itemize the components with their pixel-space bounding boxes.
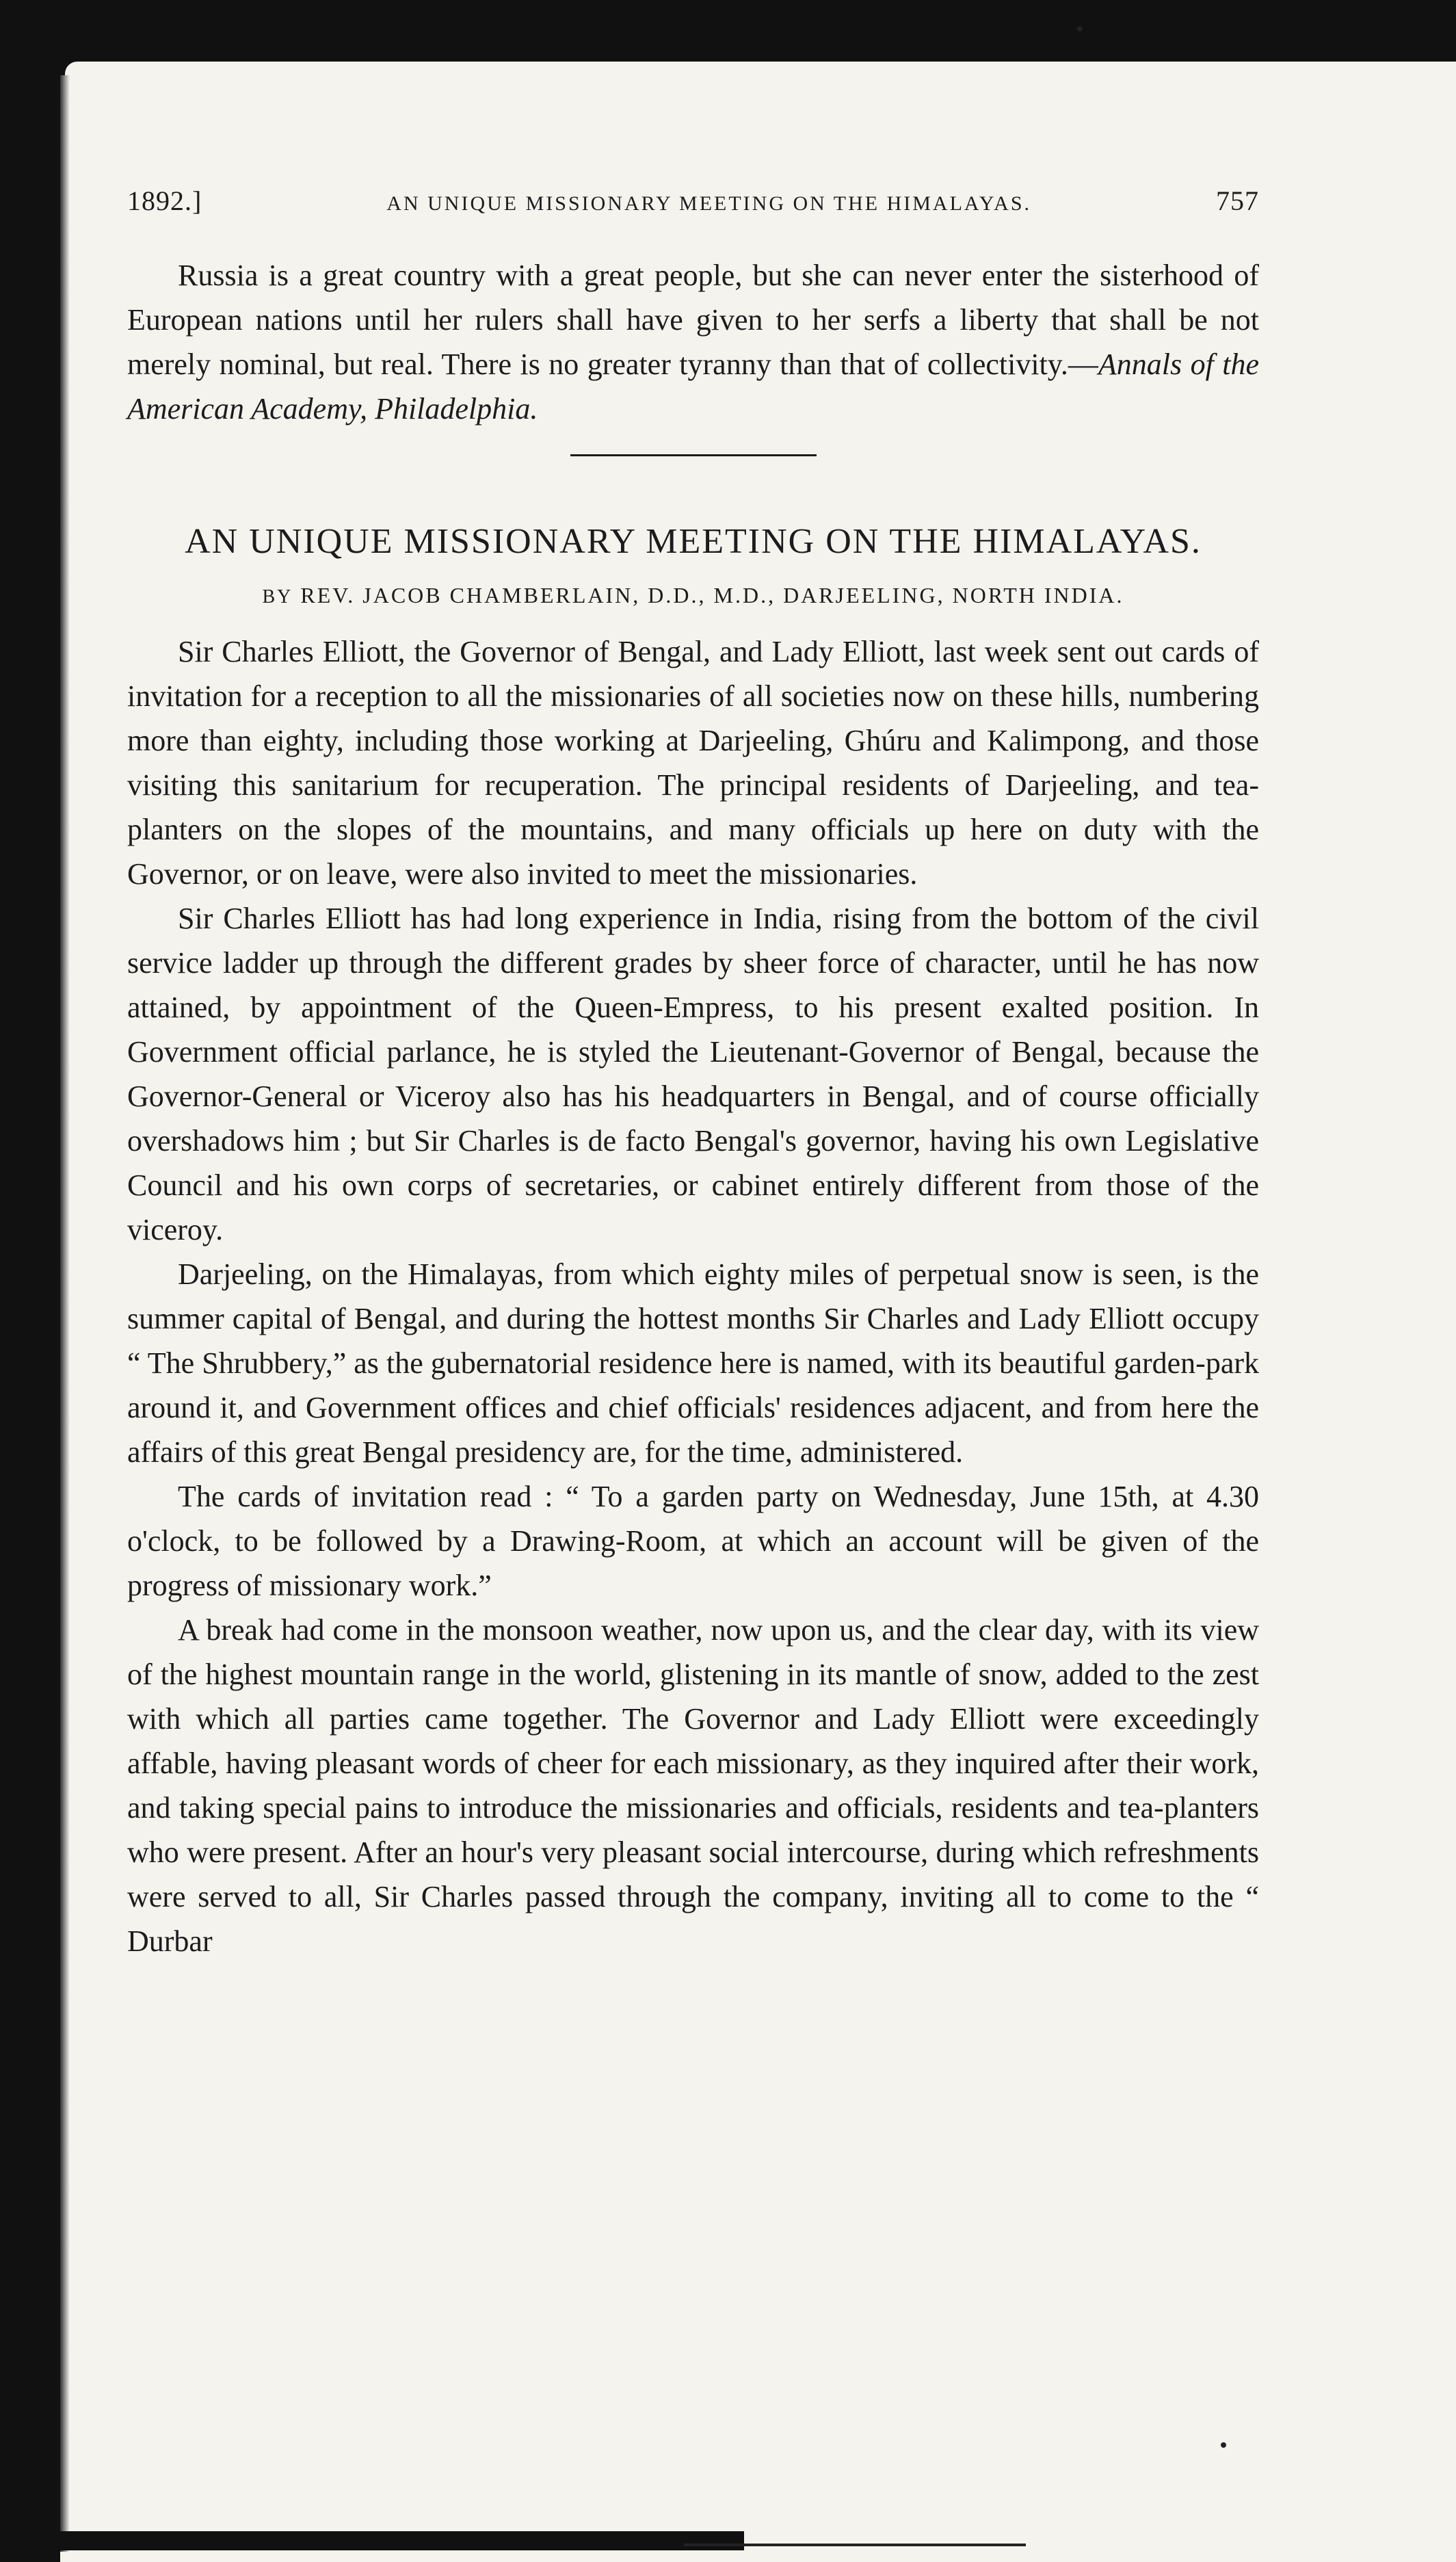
scan-speck: [1221, 2442, 1226, 2448]
intro-paragraph: [127, 253, 1259, 431]
intro-text: Russia is a great country with a great people, but she can never enter the sisterhood of European nations until her rulers shall have given to her serfs a liberty that shall be not merely nominal, but real. There is no greater tyranny than that of collectivity.—: [127, 259, 1259, 381]
scan-border-bottom-tail: [684, 2544, 1026, 2546]
article-paragraph: The cards of invitation read : “ To a garden party on Wednesday, June 15th, at 4.30 o'clock, to be followed by a Drawing-Room, at which an account will be given of the progress of missionary work.”: [127, 1480, 1259, 1602]
running-head-title: AN UNIQUE MISSIONARY MEETING ON THE HIMALAYAS.: [386, 192, 1032, 215]
scan-shadow-left: [60, 75, 70, 2552]
byline-author: REV. JACOB CHAMBERLAIN, D.D., M.D., DARJEELING, NORTH INDIA.: [300, 583, 1124, 607]
article-paragraph: Sir Charles Elliott has had long experience in India, rising from the bottom of the civil service ladder up through the different grades by sheer force of character, until he has now attained, by appointment of the Queen-Empress, to his present exalted position. In Government official parlance, he is styled the Lieutenant-Governor of Bengal, because the Governor-General or Viceroy also has his headquarters in Bengal, and of course officially overshadows him ; but Sir Charles is de facto Bengal's governor, having his own Legislative Council and his own corps of secretaries, or cabinet entirely different from those of the viceroy.: [127, 902, 1259, 1246]
byline-prefix: BY: [262, 586, 293, 607]
byline: [127, 578, 1259, 614]
article-paragraph: Sir Charles Elliott, the Governor of Bengal, and Lady Elliott, last week sent out cards of invitation for a reception to all the missionaries of all societies now on these hills, numbering more than eighty, including those working at Darjeeling, Ghúru and Kalimpong, and those visiting this sanitarium for recuperation. The principal residents of Darjeeling, and tea-planters on the slopes of the mountains, and many officials up here on duty with the Governor, or on leave, were also invited to meet the missionaries.: [127, 635, 1259, 891]
scan-border-bottom: [60, 2531, 744, 2550]
section-divider: [570, 454, 817, 456]
article-paragraph: A break had come in the monsoon weather, now upon us, and the clear day, with its view of the highest mountain range in the world, glistening in its mantle of snow, added to the zest with which all parties came together. The Governor and Lady Elliott were exceedingly affable, having pleasant words of cheer for each missionary, as they inquired after their work, and taking special pains to introduce the missionaries and officials, residents and tea-planters who were present. After an hour's very pleasant social intercourse, during which refreshments were served to all, Sir Charles passed through the company, inviting all to come to the “ Durbar: [127, 1613, 1259, 1958]
article-title: AN UNIQUE MISSIONARY MEETING ON THE HIMALAYAS.: [185, 522, 1202, 561]
scan-border-top-inner: [65, 62, 1456, 89]
scan-speck: [1077, 26, 1083, 31]
intro-attribution: Annals of the American Academy, Philadelphia.: [127, 348, 1260, 426]
running-head-year: 1892.]: [127, 185, 202, 216]
article-paragraph: Darjeeling, on the Himalayas, from which eighty miles of perpetual snow is seen, is the summer capital of Bengal, and during the hottest months Sir Charles and Lady Elliott occupy “ The Shrubbery,” as the gubernatorial residence here is named, with its beautiful garden-park around it, and Government offices and chief officials' residences adjacent, and from here the affairs of this great Bengal presidency are, for the time, administered.: [127, 1257, 1259, 1469]
scan-border-left: [0, 0, 60, 2562]
page-number: 757: [1216, 185, 1259, 216]
page: [127, 185, 1259, 1963]
running-head: [127, 185, 1259, 226]
